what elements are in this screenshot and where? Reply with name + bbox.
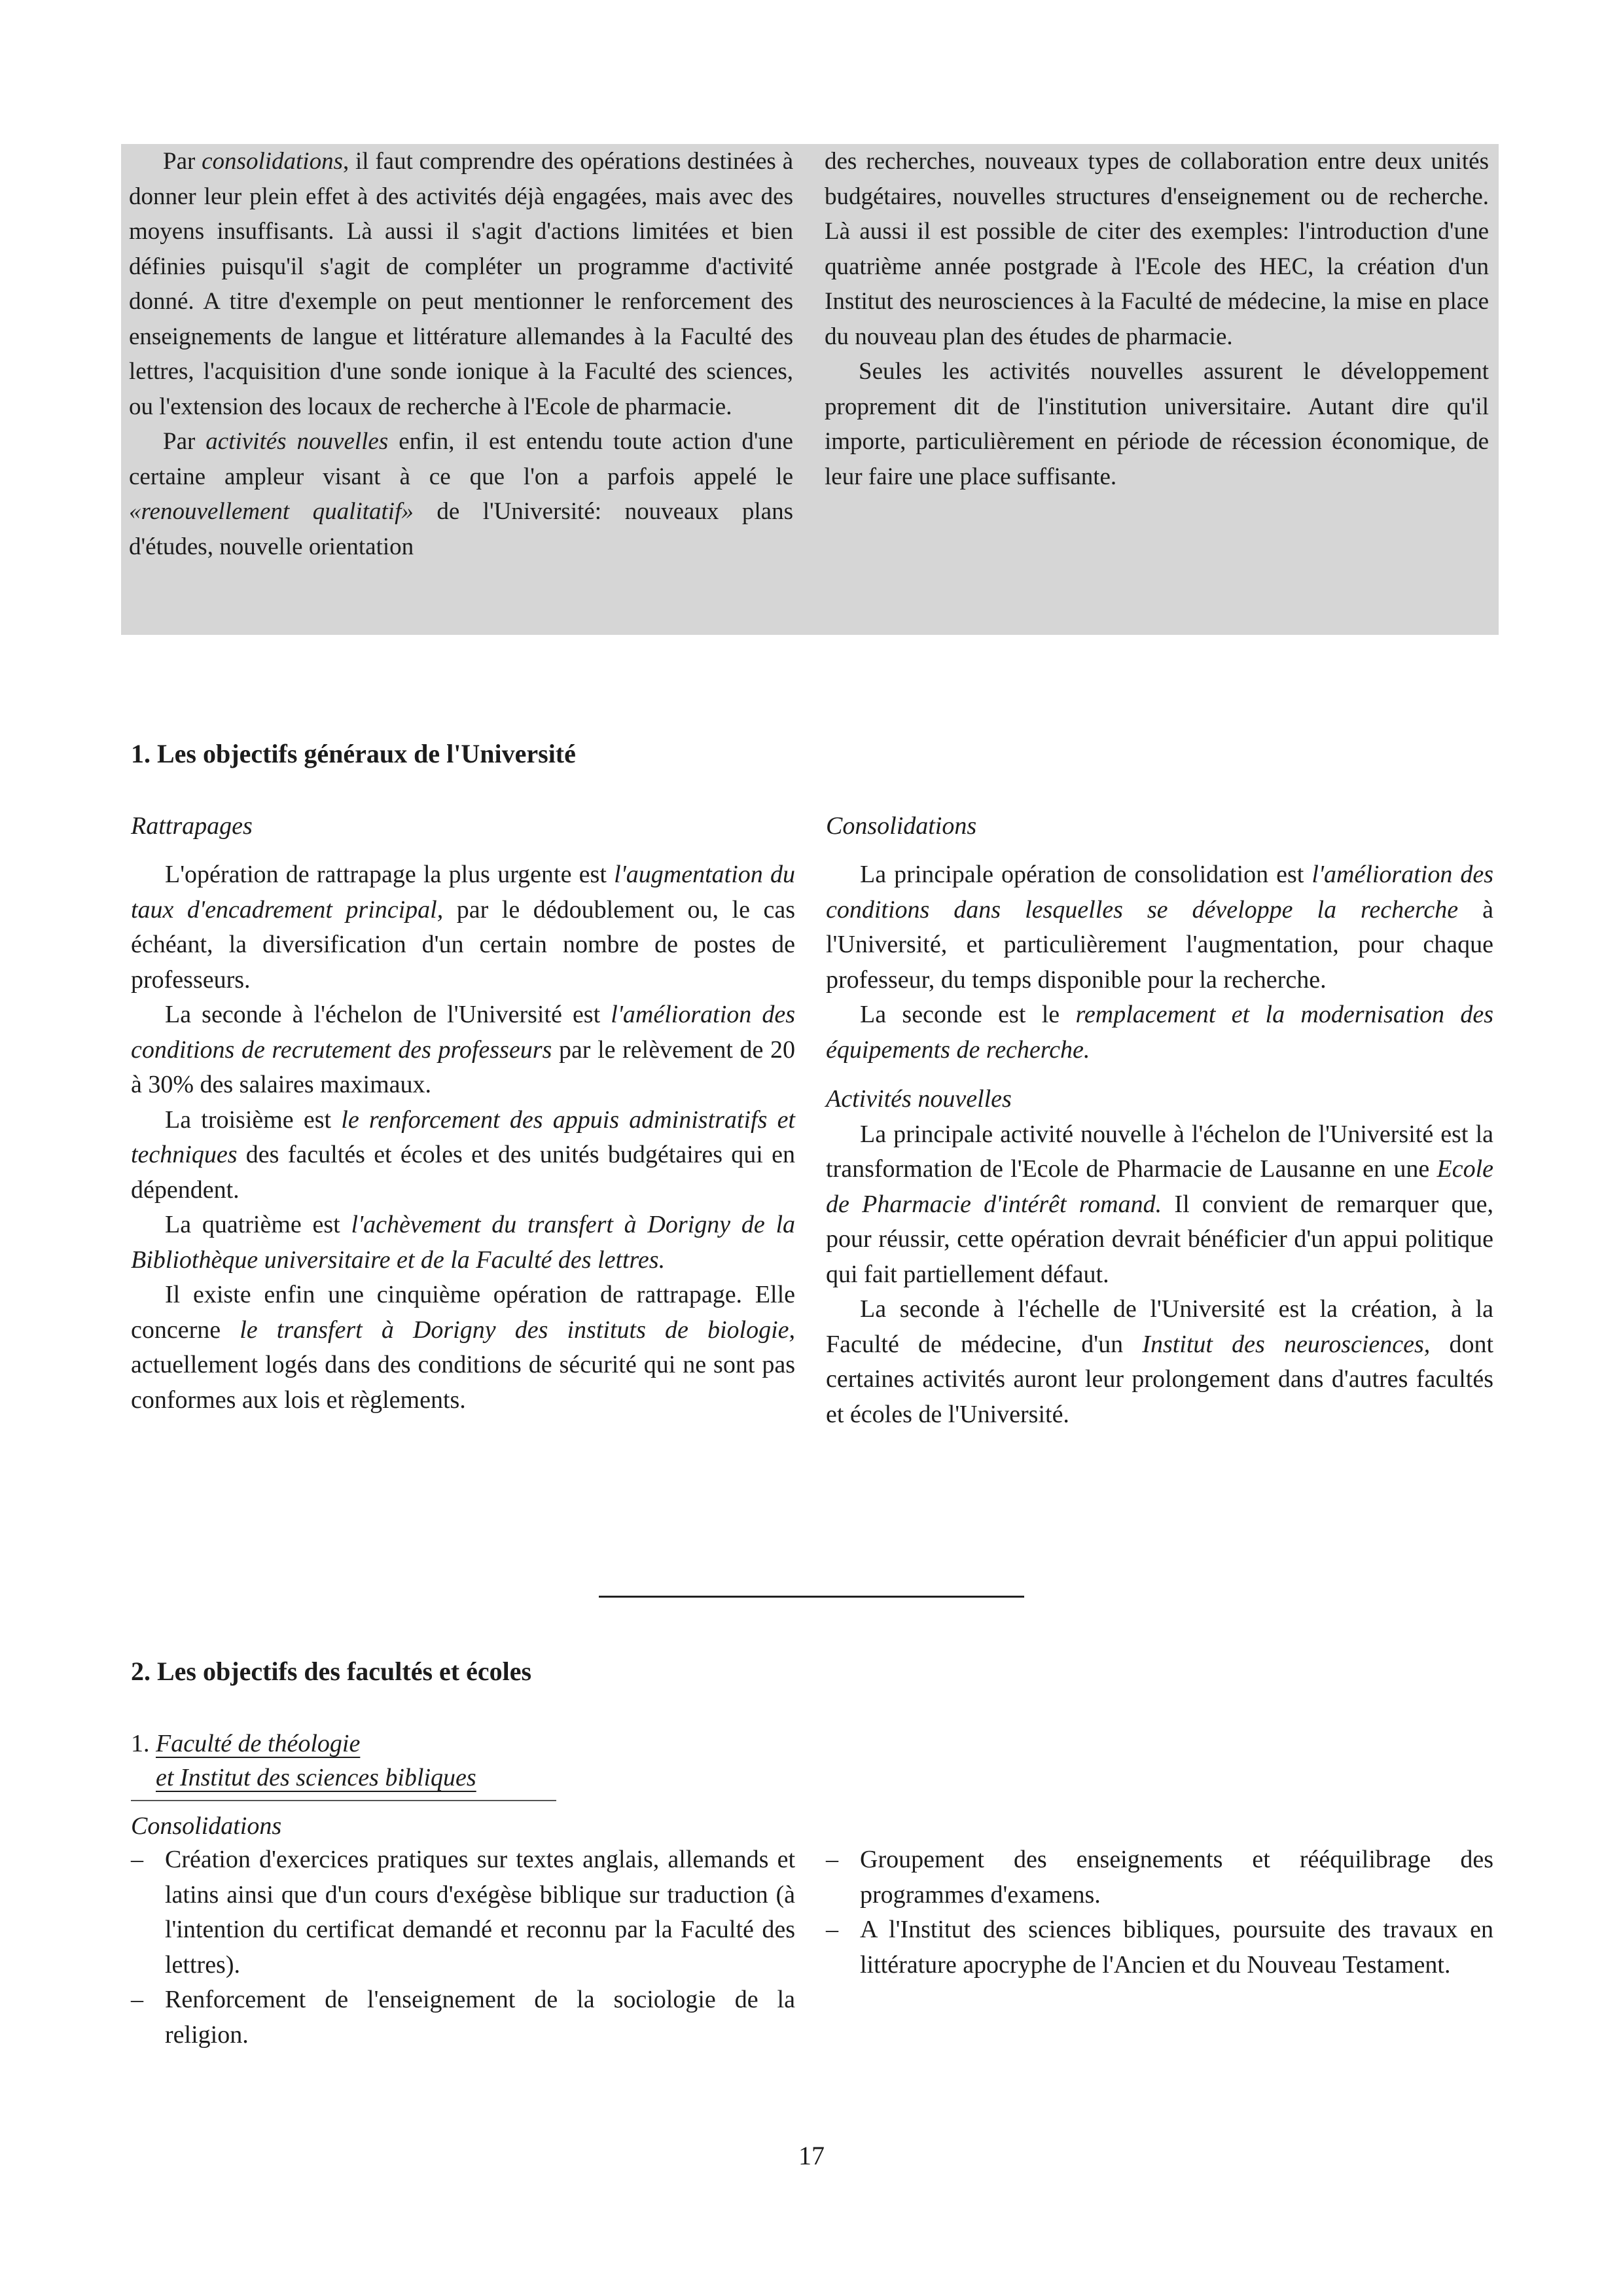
faculty-subheading — [131, 1727, 476, 1795]
list-item: – Renforcement de l'enseignement de la sociologie de la religion. — [131, 1982, 795, 2053]
section-1-right-column — [826, 857, 1493, 1432]
faculty-underline — [131, 1800, 556, 1801]
body-paragraph: La principale activité nouvelle à l'échelon de l'Université est la transformation de l'Ecole de Pharmacie de Lausanne en une Ecole de Pharmacie d'intérêt romand. Il convient de remarquer que, pour réussir, cette opération devrait bénéficier d'un appui politique qui fait partiellement défaut. — [826, 1120, 1493, 1288]
section-1-left-column — [131, 857, 795, 1418]
rattrapages-subhead: Rattrapages — [131, 812, 253, 840]
intro-paragraph: Par activités nouvelles enfin, il est entendu toute action d'une certaine ampleur visant à ce que l'on a parfois appelé le «renouvellement qualitatif» de l'Université: nouveaux plans d'études, nouvelle orientation — [129, 428, 793, 560]
intro-left-column — [129, 144, 793, 564]
section-2-heading: 2. Les objectifs des facultés et écoles — [131, 1657, 532, 1686]
dash-bullet: – — [131, 1846, 143, 1873]
activites-nouvelles-subhead: Activités nouvelles — [826, 1085, 1012, 1113]
list-item: – Création d'exercices pratiques sur textes anglais, allemands et latins ainsi que d'un cours d'exégèse biblique sur traduction (à l'intention du certificat demandé et reconnu par la Faculté des lettres). — [131, 1842, 795, 1982]
body-paragraph: La seconde à l'échelle de l'Université est la création, à la Faculté de médecine, d'un Institut des neurosciences, dont certaines activités auront leur prolongement dans d'autres facultés et écoles de l'Université. — [826, 1295, 1494, 1428]
body-paragraph: La troisième est le renforcement des appuis administratifs et techniques des facultés et écoles et des unités budgétaires qui en dépendent. — [131, 1105, 795, 1204]
faculty-title-line2: et Institut des sciences bibliques — [156, 1764, 476, 1791]
list-item: – A l'Institut des sciences bibliques, poursuite des travaux en littérature apocryphe de l'Ancien et du Nouveau Testament. — [826, 1912, 1493, 1982]
body-paragraph: L'opération de rattrapage la plus urgente est l'augmentation du taux d'encadrement principal, par le dédoublement ou, le cas échéant, la diversification d'un certain nombre de postes de professeurs. — [131, 861, 795, 994]
list-item: – Groupement des enseignements et rééquilibrage des programmes d'examens. — [826, 1842, 1493, 1912]
faculty-left-list — [131, 1842, 795, 2053]
faculty-title-line1: Faculté de théologie — [156, 1730, 361, 1757]
dash-bullet: – — [826, 1846, 838, 1873]
faculty-number: 1. — [131, 1730, 156, 1757]
consolidations-subhead: Consolidations — [826, 812, 977, 840]
intro-paragraph: Seules les activités nouvelles assurent le développement proprement dit de l'institution universitaire. Autant dire qu'il importe, particulièrement en période de récession économique, de leur faire une place suffisante. — [825, 358, 1489, 490]
intro-paragraph: des recherches, nouveaux types de collaboration entre deux unités budgétaires, nouvelles structures d'enseignement ou de recherche. Là aussi il est possible de citer des exemples: l'introduction d'une quatrième année postgrade à l'Ecole des HEC, la création d'un Institut des neurosciences à la Faculté de médecine, la mise en place du nouveau plan des études de pharmacie. — [825, 148, 1489, 350]
shaded-intro-block — [121, 144, 1499, 635]
body-paragraph: La seconde est le remplacement et la modernisation des équipements de recherche. — [826, 1001, 1493, 1064]
page-number: 17 — [798, 2141, 825, 2170]
intro-right-column — [825, 144, 1489, 494]
faculty-right-list — [826, 1842, 1493, 1982]
section-1-heading: 1. Les objectifs généraux de l'Université — [131, 739, 576, 768]
section-divider — [599, 1596, 1024, 1598]
dash-bullet: – — [131, 1986, 143, 2013]
dash-bullet: – — [826, 1916, 838, 1943]
faculty-consolidations-subhead: Consolidations — [131, 1812, 282, 1840]
body-paragraph: La principale opération de consolidation est l'amélioration des conditions dans lesquelles se développe la recherche à l'Université, et particulièrement l'augmentation, pour chaque professeur, du temps disponible pour la recherche. — [826, 861, 1493, 994]
body-paragraph: La quatrième est l'achèvement du transfert à Dorigny de la Bibliothèque universitaire et de la Faculté des lettres. — [131, 1211, 796, 1274]
body-paragraph: La seconde à l'échelon de l'Université est l'amélioration des conditions de recrutement des professeurs par le relèvement de 20 à 30% des salaires maximaux. — [131, 1001, 796, 1098]
body-paragraph: Il existe enfin une cinquième opération de rattrapage. Elle concerne le transfert à Dorigny des instituts de biologie, actuellement logés dans des conditions de sécurité qui ne sont pas conformes aux lois et règlements. — [131, 1281, 796, 1414]
intro-paragraph: Par consolidations, il faut comprendre des opérations destinées à donner leur plein effet à des activités déjà engagées, mais avec des moyens insuffisants. Là aussi il s'agit d'actions limitées et bien définies puisqu'il s'agit de compléter un programme d'activité donné. A titre d'exemple on peut mentionner le renforcement des enseignements de langue et littérature allemandes à la Faculté des lettres, l'acquisition d'une sonde ionique à la Faculté des sciences, ou l'extension des locaux de recherche à l'Ecole de pharmacie. — [129, 148, 794, 420]
